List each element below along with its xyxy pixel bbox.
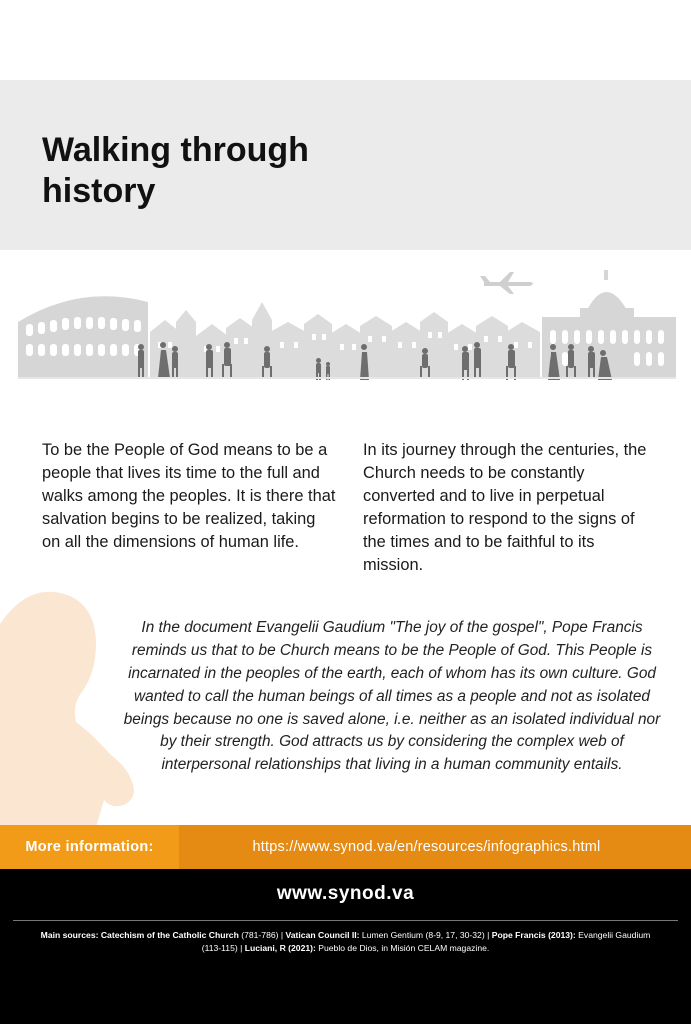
page-title: Walking through history [42,131,309,210]
basilica-icon [542,270,676,377]
source-luciani-text: Pueblo de Dios, in Misión CELAM magazine. [315,942,490,953]
colosseum-icon [18,296,148,377]
quote-paragraph: In the document Evangelii Gaudium "The joy of the gospel", Pope Francis reminds us that to be Church means to be the People of God. This People is incarnated in the peoples of the earth, each of whom has its own culture. God wanted to call the human beings of all times as a people and not as isolated beings because no one is saved alone, i.e. neither as an isolated individual nor by their strength. God attracts us by considering the complex web of interpersonal relationships that living in a human community entails. [123,619,661,774]
source-vatican-text: Lumen Gentium (8-9, 17, 30-32) | [359,930,492,940]
source-luciani-label: Luciani, R (2021): [244,942,316,953]
site-link[interactable]: www.synod.va [276,883,415,904]
airplane-icon [480,272,533,294]
more-information-bar [0,825,691,869]
infographics-link[interactable]: https://www.synod.va/en/resources/infographics.html [252,839,601,855]
right-paragraph: In its journey through the centuries, the Church needs to be constantly converted and to live in perpetual reformation to respond to the signs of the times and to be faithful to its mission. [363,441,647,575]
source-vatican-label: Vatican Council II: [285,930,360,940]
more-information-label: More information: [0,825,179,869]
footer [0,869,691,1024]
footer-divider [13,920,678,921]
sources-text [30,929,661,954]
source-catechism-text: (781-786) | [238,930,286,940]
city-skyline-illustration [0,262,691,392]
source-francis-text: Evangelii Gaudium (113-115) | [201,930,651,953]
source-catechism-label: Main sources: Catechism of the Catholic Church [40,930,239,940]
source-francis-label: Pope Francis (2013): [491,930,576,940]
left-paragraph: To be the People of God means to be a people that lives its time to the full and walks among the peoples. It is there that salvation begins to be realized, taking on all the dimensions of human life. [42,441,336,552]
